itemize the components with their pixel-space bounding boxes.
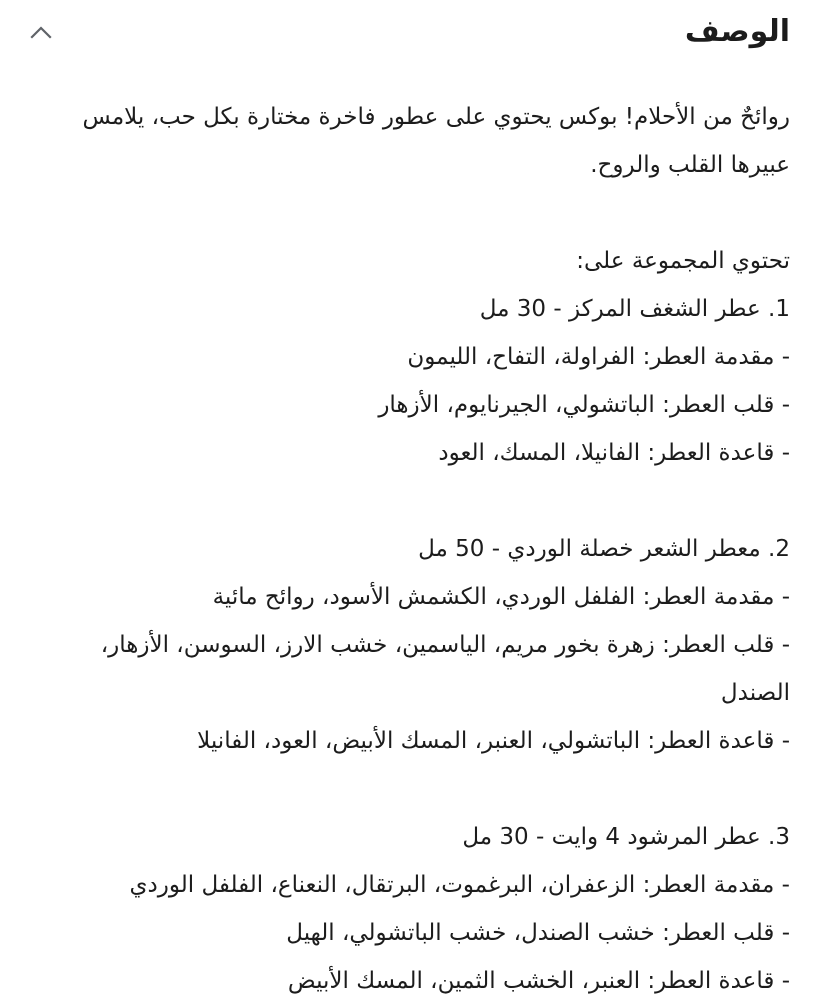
item-1-title: 1. عطر الشغف المركز - 30 مل [479, 296, 790, 322]
contents-block [25, 237, 790, 477]
intro-paragraph: روائحٌ من الأحلام! بوكس يحتوي على عطور فاخرة مختارة بكل حب، يلامس عبيرها القلب والروح. [82, 104, 790, 178]
item-3-block [25, 813, 790, 1005]
contents-label: تحتوي المجموعة على: [576, 248, 790, 274]
item-1-heart-notes: - قلب العطر: الباتشولي، الجيرنايوم، الأزهار [378, 392, 790, 418]
item-2-block [25, 525, 790, 765]
chevron-up-icon[interactable] [29, 20, 53, 44]
item-2-top-notes: - مقدمة العطر: الفلفل الوردي، الكشمش الأسود، روائح مائية [212, 584, 790, 610]
item-2-title: 2. معطر الشعر خصلة الوردي - 50 مل [418, 536, 790, 562]
item-1-base-notes: - قاعدة العطر: الفانيلا، المسك، العود [438, 440, 790, 466]
item-2-base-notes: - قاعدة العطر: الباتشولي، العنبر، المسك الأبيض، العود، الفانيلا [197, 728, 790, 754]
item-3-heart-notes: - قلب العطر: خشب الصندل، خشب الباتشولي، الهيل [286, 920, 790, 946]
item-2-heart-notes: - قلب العطر: زهرة بخور مريم، الياسمين، خشب الارز، السوسن، الأزهار، الصندل [100, 632, 790, 706]
item-1-top-notes: - مقدمة العطر: الفراولة، التفاح، الليمون [407, 344, 790, 370]
section-title: الوصف [684, 14, 790, 49]
item-3-title: 3. عطر المرشود 4 وايت - 30 مل [462, 824, 790, 850]
item-3-base-notes: - قاعدة العطر: العنبر، الخشب الثمين، المسك الأبيض [287, 968, 790, 994]
item-3-top-notes: - مقدمة العطر: الزعفران، البرغموت، البرتقال، النعناع، الفلفل الوردي [129, 872, 790, 898]
description-accordion-header[interactable] [25, 13, 790, 51]
